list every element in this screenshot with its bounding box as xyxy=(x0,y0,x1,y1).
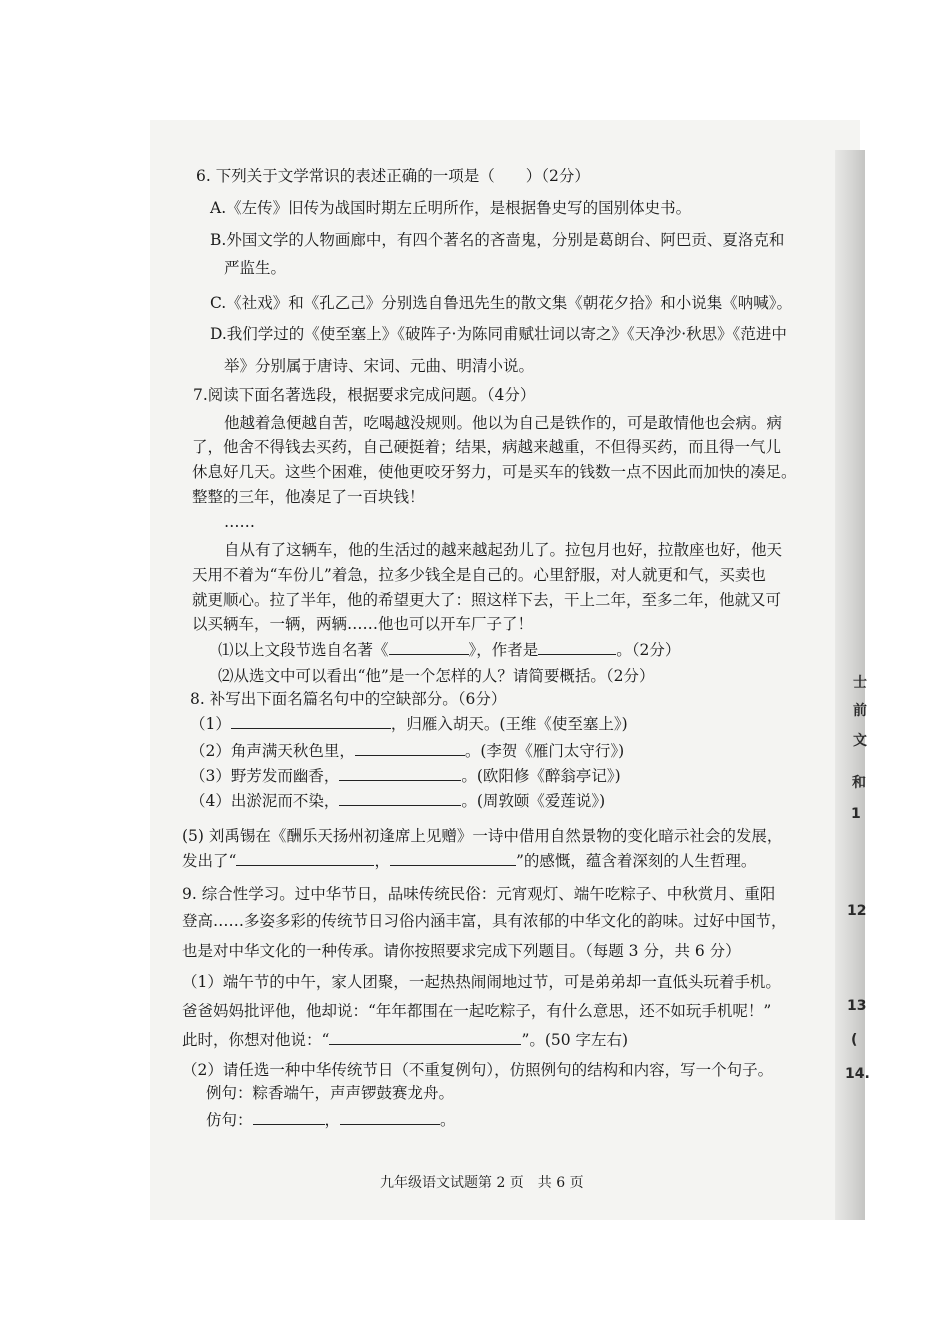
poem-blank-3[interactable] xyxy=(339,766,461,781)
q9-imitate-label: 仿句： xyxy=(206,1111,253,1129)
q8-line-4 xyxy=(190,791,605,811)
q7-passage2-line4: 以买辆车，一辆，两辆……他也可以开车厂子了！ xyxy=(192,615,534,633)
q8-l2-head: （2）角声满天秋色里， xyxy=(190,742,355,760)
poem-blank-4[interactable] xyxy=(339,791,461,806)
q8-stem: 8. 补写出下面名篇名句中的空缺部分。（6分） xyxy=(190,690,507,708)
q7-passage1-line4: 整整的三年，他凑足了一百块钱！ xyxy=(192,488,425,506)
poem-blank-2[interactable] xyxy=(355,741,465,756)
q7-stem: 7.阅读下面名著选段，根据要求完成问题。（4分） xyxy=(193,386,536,404)
q8-l3-head: （3）野芳发而幽香， xyxy=(190,767,340,785)
q9-imitate-comma: ， xyxy=(324,1111,341,1129)
q8-line-1 xyxy=(190,714,628,734)
q9-stem-line1: 9. 综合性学习。过中华节日，品味传统民俗：元宵观灯、端午吃粽子、中秋赏月、重阳 xyxy=(182,885,776,903)
imitate-blank-2[interactable] xyxy=(340,1110,440,1125)
q6-option-a: A.《左传》旧传为战国时期左丘明所作，是根据鲁史写的国别体史书。 xyxy=(210,199,692,217)
edge-mark-5: 1 xyxy=(851,806,861,822)
q9-imitate-period: 。 xyxy=(440,1111,456,1129)
q8-line-3 xyxy=(190,766,621,786)
answer-blank-q9-1[interactable] xyxy=(329,1030,521,1045)
q8-l4-tail: 。(周敦颐《爱莲说》) xyxy=(461,792,606,810)
q7-subquestion-1 xyxy=(218,640,680,660)
q9-stem-line2: 登高……多姿多彩的传统节日习俗内涵丰富，具有浓郁的中华文化的韵味。过好中国节， xyxy=(182,912,787,930)
q7-passage2-line2: 天用不着为“车份儿”着急，拉多少钱全是自己的。心里舒服，对人就更和气，买卖也 xyxy=(192,566,766,584)
edge-mark-6: 12 xyxy=(847,903,867,919)
q8-line-5a: (5) 刘禹锡在《酬乐天扬州初逢席上见赠》一诗中借用自然景物的变化暗示社会的发展， xyxy=(182,827,783,845)
q8-l5-text-c: ”的感慨，蕴含着深刻的人生哲理。 xyxy=(515,852,757,870)
q7-ellipsis: …… xyxy=(224,513,255,531)
edge-mark-8: ( xyxy=(851,1032,858,1048)
edge-mark-9: 14. xyxy=(845,1066,870,1082)
q6-option-b-line2: 严监生。 xyxy=(224,259,287,277)
q9-stem-line3: 也是对中华文化的一种传承。请你按照要求完成下列题目。（每题 3 分，共 6 分） xyxy=(182,942,741,960)
q7-passage2-line1: 自从有了这辆车，他的生活过的越来越起劲儿了。拉包月也好，拉散座也好，他天 xyxy=(224,541,783,559)
q9-example: 例句：粽香端午，声声锣鼓赛龙舟。 xyxy=(206,1084,455,1102)
q7-s1-text-a: ⑴以上文段节选自名著《 xyxy=(218,641,389,659)
q6-option-b-line1: B.外国文学的人物画廊中，有四个著名的吝啬鬼，分别是葛朗台、阿巴贡、夏洛克和 xyxy=(210,231,785,249)
q7-passage1-line2: 了，他舍不得钱去买药，自己硬挺着；结果，病越来越重，不但得买药，而且得一气儿 xyxy=(192,438,782,456)
q8-l3-tail: 。(欧阳修《醉翁亭记》) xyxy=(461,767,621,785)
page-footer: 九年级语文试题第 2 页 共 6 页 xyxy=(380,1175,584,1191)
q7-passage1-line3: 休息好几天。这些个困难，使他更咬牙努力，可是买车的钱数一点不因此而加快的凑足。 xyxy=(192,463,797,481)
q9-s1-line1: （1）端午节的中午，家人团聚，一起热热闹闹地过节，可是弟弟却一直低头玩着手机。 xyxy=(182,973,781,991)
book-title-blank[interactable] xyxy=(389,640,469,655)
q9-s1-text-b: ”。(50 字左右) xyxy=(521,1031,629,1049)
q8-line-2 xyxy=(190,741,624,761)
q9-imitate xyxy=(206,1110,456,1130)
q8-l5-text-a: 发出了“ xyxy=(182,852,237,870)
q8-l4-head: （4）出淤泥而不染， xyxy=(190,792,340,810)
q8-l1-tail: ，归雁入胡天。(王维《使至塞上》) xyxy=(390,715,628,733)
imitate-blank-1[interactable] xyxy=(253,1110,325,1125)
edge-mark-2: 前 xyxy=(853,703,867,719)
q9-s1-text-a: 此时，你想对他说：“ xyxy=(182,1031,330,1049)
q7-s1-text-b: 》，作者是 xyxy=(468,641,539,659)
q6-option-d-line1: D.我们学过的《使至塞上》《破阵子·为陈同甫赋壮词以寄之》《天净沙·秋思》《范进中 xyxy=(210,325,787,343)
edge-mark-1: 士 xyxy=(853,675,867,691)
q8-l5-text-b: ， xyxy=(374,852,390,870)
q8-l2-tail: 。(李贺《雁门太守行》) xyxy=(464,742,625,760)
q8-line-5b xyxy=(182,851,756,871)
q7-subquestion-2: ⑵从选文中可以看出“他”是一个怎样的人？请简要概括。（2分） xyxy=(218,667,655,685)
poem-blank-5[interactable] xyxy=(236,851,374,866)
q9-s1-line3 xyxy=(182,1030,628,1050)
edge-mark-7: 13 xyxy=(847,998,867,1014)
poem-blank-6[interactable] xyxy=(390,851,516,866)
edge-mark-4: 和 xyxy=(852,775,866,791)
q6-stem: 6. 下列关于文学常识的表述正确的一项是（ ）（2分） xyxy=(196,167,590,185)
poem-blank-1[interactable] xyxy=(231,714,391,729)
q7-passage1-line1: 他越着急便越自苦，吃喝越没规则。他以为自己是铁作的，可是敢情他也会病。病 xyxy=(224,414,783,432)
q7-passage2-line3: 就更顺心。拉了半年，他的希望更大了：照这样下去，干上二年，至多二年，他就又可 xyxy=(192,591,782,609)
q8-l1-num: （1） xyxy=(190,715,231,733)
q6-option-d-line2: 举》分别属于唐诗、宋词、元曲、明清小说。 xyxy=(224,357,535,375)
q9-s2-line1: （2）请任选一种中华传统节日（不重复例句），仿照例句的结构和内容，写一个句子。 xyxy=(182,1061,774,1079)
edge-mark-3: 文 xyxy=(853,733,867,749)
q7-s1-text-c: 。（2分） xyxy=(616,641,681,659)
q9-s1-line2: 爸爸妈妈批评他，他却说：“年年都围在一起吃粽子，有什么意思，还不如玩手机呢！” xyxy=(182,1002,772,1020)
author-blank[interactable] xyxy=(538,640,616,655)
q6-option-c: C.《社戏》和《孔乙己》分别选自鲁迅先生的散文集《朝花夕拾》和小说集《呐喊》。 xyxy=(210,294,792,312)
